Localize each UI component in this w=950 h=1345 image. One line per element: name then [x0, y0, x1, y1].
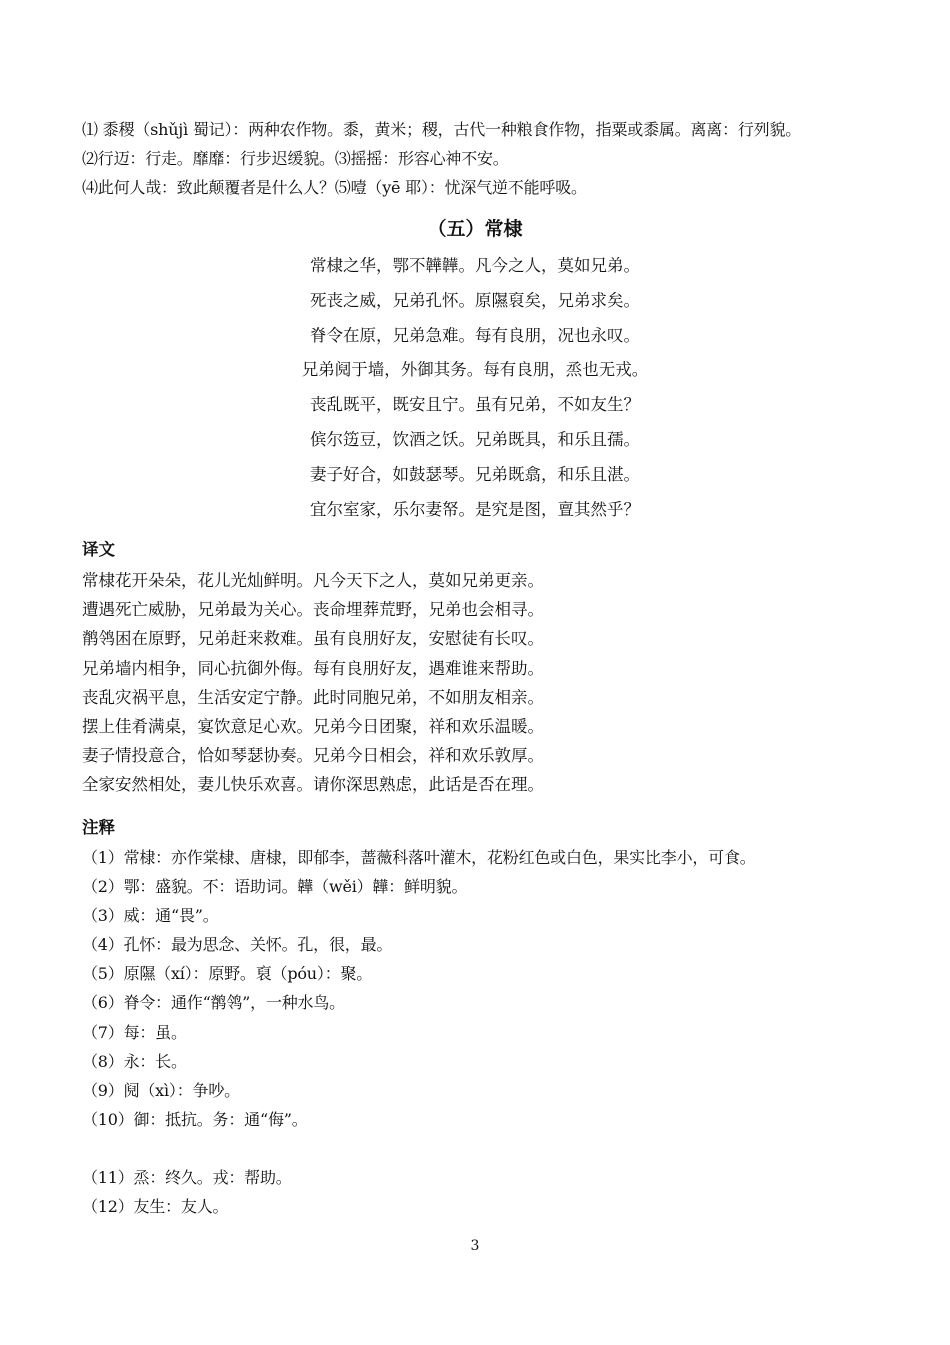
- poem-body: [0, 249, 950, 527]
- notes-body: [82, 843, 922, 1221]
- translation-line: 妻子情投意合，恰如琴瑟协奏。兄弟今日相会，祥和欢乐敦厚。: [82, 746, 544, 766]
- poem-line: 宜尔室家，乐尔妻帑。是究是图，亶其然乎？: [310, 499, 640, 519]
- note-item: （11）烝：终久。戎：帮助。: [82, 1167, 292, 1187]
- translation-line: 常棣花开朵朵，花儿光灿鲜明。凡今天下之人，莫如兄弟更亲。: [82, 571, 544, 590]
- note-item: （3）威：通“畏”。: [82, 906, 219, 926]
- poem-title: （五）常棣: [427, 218, 523, 240]
- translation-line: 遭遇死亡威胁，兄弟最为关心。丧命埋葬荒野，兄弟也会相寻。: [82, 600, 544, 620]
- note-line: ⑵行迈：行走。靡靡：行步迟缓貌。⑶摇摇：形容心神不安。: [82, 149, 509, 168]
- note-item: （5）原隰（xí）：原野。裒（póu）：聚。: [82, 964, 373, 984]
- note-item: （7）每：虽。: [82, 1022, 187, 1042]
- notes-heading: 注释: [82, 818, 115, 837]
- poem-line: 妻子好合，如鼓瑟琴。兄弟既翕，和乐且湛。: [310, 464, 640, 484]
- translation-line: 兄弟墙内相争，同心抗御外侮。每有良朋好友，遇难谁来帮助。: [82, 658, 544, 678]
- translation-line: 摆上佳肴满桌，宴饮意足心欢。兄弟今日团聚，祥和欢乐温暖。: [82, 717, 544, 737]
- page-number: 3: [470, 1238, 480, 1254]
- note-item: （9）阋（xì）：争吵。: [82, 1080, 240, 1100]
- note-item: （10）御：抵抗。务：通“侮”。: [82, 1109, 308, 1129]
- blank-line: [82, 1134, 922, 1163]
- translation-line: 丧乱灾祸平息，生活安定宁静。此时同胞兄弟，不如朋友相亲。: [82, 687, 544, 707]
- poem-line: 丧乱既平，既安且宁。虽有兄弟，不如友生？: [310, 395, 640, 415]
- translation-line: 全家安然相处，妻儿快乐欢喜。请你深思熟虑，此话是否在理。: [82, 775, 544, 795]
- translation-heading: 译文: [82, 540, 115, 559]
- previous-poem-notes: [82, 115, 912, 202]
- poem-line: 脊令在原，兄弟急难。每有良朋，况也永叹。: [310, 325, 640, 345]
- note-line: ⑴ 黍稷（shǔjì 蜀记）：两种农作物。黍，黄米；稷，古代一种粮食作物，指粟或黍属。离离：行列貌。: [82, 120, 802, 139]
- translation-line: 鹡鸰困在原野，兄弟赶来救难。虽有良朋好友，安慰徒有长叹。: [82, 629, 544, 649]
- note-item: （6）脊令：通作“鹡鸰”，一种水鸟。: [82, 993, 345, 1013]
- note-item: （1）常棣：亦作棠棣、唐棣，即郁李，蔷薇科落叶灌木，花粉红色或白色，果实比李小，可食。: [82, 848, 756, 867]
- note-item: （8）永：长。: [82, 1051, 187, 1071]
- poem-line: 常棣之华，鄂不韡韡。凡今之人，莫如兄弟。: [310, 256, 640, 275]
- poem-line: 死丧之威，兄弟孔怀。原隰裒矣，兄弟求矣。: [310, 290, 640, 310]
- note-item: （12）友生：友人。: [82, 1197, 229, 1217]
- note-line: ⑷此何人哉：致此颠覆者是什么人？⑸噎（yē 耶）：忧深气逆不能呼吸。: [82, 178, 587, 197]
- poem-line: 傧尔笾豆，饮酒之饫。兄弟既具，和乐且孺。: [310, 429, 640, 449]
- translation-body: [82, 566, 922, 800]
- poem-line: 兄弟阋于墙，外御其务。每有良朋，烝也无戎。: [301, 360, 649, 380]
- note-item: （2）鄂：盛貌。不：语助词。韡（wěi）韡：鲜明貌。: [82, 877, 468, 897]
- note-item: （4）孔怀：最为思念、关怀。孔，很，最。: [82, 935, 393, 955]
